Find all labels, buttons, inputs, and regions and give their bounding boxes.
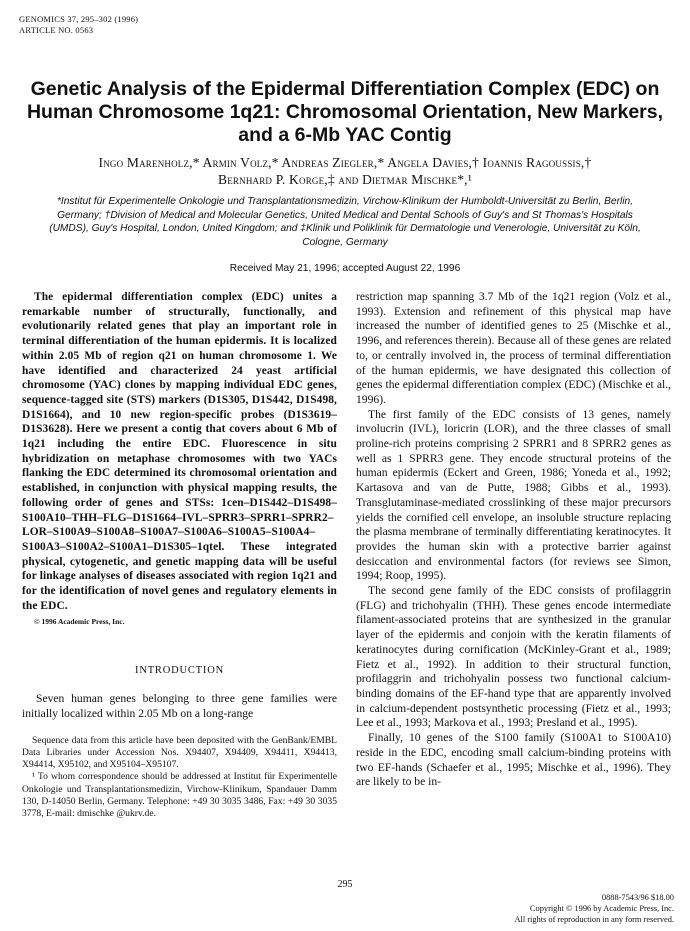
footnote-correspondence: ¹ To whom correspondence should be addressed at Institut für Experimentelle Onkologie und Transplantationsmedizin, Virchow-Klinikum, Spandauer Damm 130, D-14050 Berlin, Germany. Telephone: +49 30 3035 3486, Fax: +49 30 3035 3778, E-mail: dmischke @ukrv.de. bbox=[22, 771, 337, 820]
body-paragraph-2: The first family of the EDC consists of 13 genes, namely involucrin (IVL), loricrin (LOR), and the three classes of small proline-rich proteins comprising 2 SPRR1 and 8 SPRR2 genes as well as 1 SPRR3 gene. They encode structural proteins of the human epidermis (Eckert and Green, 1986; Yoneda et al., 1992; Kartasova and van de Putte, 1988; Gibbs et al., 1993). Transglutaminase-mediated crosslinking of these major precursors yields the cornified cell envelope, an insoluble structure replacing the plasma membrane of terminally differentiating keratinocytes. It provides the human skin with a protective barrier against desiccation and environmental factors (for reviews see Simon, 1994; Roop, 1995). bbox=[356, 407, 671, 583]
author-list bbox=[20, 154, 670, 188]
abstract-text: The epidermal differentiation complex (EDC) unites a remarkable number of structurally, functionally, and evolutionarily related genes that play an important role in terminal differentiation of the human epidermis. It is localized within 2.05 Mb of region q21 on human chromosome 1. We have identified and characterized 24 yeast artificial chromosome (YAC) clones by mapping individual EDC genes, sequence-tagged site (STS) markers (D1S305, D1S442, D1S498, D1S1664), and 10 new region-specific probes (D1S3619–D1S3628). Here we present a contig that covers about 6 Mb of 1q21 including the entire EDC. Fluorescence in situ hybridization on metaphase chromosomes with two YACs flanking the EDC determined its chromosomal orientation and established, in conjunction with physical mapping results, the following order of genes and STSs: 1cen–D1S442–D1S498–S100A10–THH–FLG–D1S1664–IVL–SPRR3–SPRR1–SPRR2–LOR–S100A9–S100A8–S100A7–S100A6–S100A5–S100A4–S100A3–S100A2–S100A1–D1S305–1qtel. These integrated physical, cytogenetic, and genetic mapping data will be useful for linkage analyses of diseases associated with region 1q21 and for the identification of novel genes and regulatory elements in the EDC. bbox=[22, 291, 337, 612]
publisher-copyright bbox=[514, 893, 674, 925]
body-paragraph-3: The second gene family of the EDC consists of profilaggrin (FLG) and trichohyalin (THH). These genes encode intermediate filament-associated proteins that are synthesized in the granular layer of the epidermis and conjoin with the keratin filaments of keratinocytes during cornification (McKinley-Grant et al., 1989; Fietz et al., 1992). In addition to their structural function, profilaggrin and trichohyalin possess two functional calcium-binding domains of the EF-hand type that are apparently involved in calcium-dependent postsynthetic processing (Fietz et al., 1993; Lee et al., 1993; Markova et al., 1993; Presland et al., 1995). bbox=[356, 584, 671, 730]
left-column bbox=[22, 290, 337, 820]
rights-line: All rights of reproduction in any form reserved. bbox=[514, 914, 674, 924]
author-line-2: Bernhard P. Korge,‡ and Dietmar Mischke*,¹ bbox=[218, 172, 472, 187]
journal-header bbox=[19, 14, 138, 36]
abstract-copyright: © 1996 Academic Press, Inc. bbox=[34, 617, 125, 627]
footnotes bbox=[22, 735, 337, 820]
copyright-line: Copyright © 1996 by Academic Press, Inc. bbox=[529, 903, 674, 913]
introduction-heading: INTRODUCTION bbox=[135, 665, 224, 677]
page-number: 295 bbox=[337, 879, 353, 890]
body-paragraph-1: restriction map spanning 3.7 Mb of the 1q21 region (Volz et al., 1993). Extension and refinement of this physical map have increased the number of identified genes to 25 (Mischke et al., 1996, and references therein). Because all of these genes are related to, or centrally involved in, the process of terminal differentiation of the human epidermis, we have designated this collection of genes the epidermal differentiation complex (EDC) (Mischke et al., 1996). bbox=[356, 290, 671, 406]
article-number: ARTICLE NO. 0563 bbox=[19, 25, 94, 35]
affiliations: *Institut für Experimentelle Onkologie und Transplantationsmedizin, Virchow-Klinikum der Humboldt-Universität zu Berlin, Berlin, Germany; †Division of Medical and Molecular Genetics, United Medical and Dental Schools of Guy's and St Thomas's Hospitals (UMDS), Guy's Hospital, London, United Kingdom; and ‡Klinik und Poliklinik für Dermatologie und Venerologie, Universität zu Köln, Cologne, Germany bbox=[49, 196, 641, 248]
article-title: Genetic Analysis of the Epidermal Differentiation Complex (EDC) on Human Chromosome 1q21: Chromosomal Orientation, New Markers, and a 6-Mb YAC Contig bbox=[26, 78, 664, 146]
issn-price: 0888-7543/96 $18.00 bbox=[601, 893, 674, 902]
introduction-paragraph: Seven human genes belonging to three gene families were initially localized within 2.05 Mb on a long-range bbox=[22, 691, 337, 720]
journal-citation: GENOMICS 37, 295–302 (1996) bbox=[19, 14, 139, 24]
right-column bbox=[356, 290, 671, 790]
author-line-1: Ingo Marenholz,* Armin Volz,* Andreas Ziegler,* Angela Davies,† Ioannis Ragoussis,† bbox=[98, 155, 592, 170]
received-dates: Received May 21, 1996; accepted August 22, 1996 bbox=[229, 263, 461, 274]
body-paragraph-4: Finally, 10 genes of the S100 family (S100A1 to S100A10) reside in the EDC, encoding small calcium-binding proteins with two EF-hands (Schaefer et al., 1995; Mischke et al., 1996). They are likely to be in- bbox=[356, 731, 671, 789]
footnote-data-deposit: Sequence data from this article have been deposited with the GenBank/EMBL Data Libraries under Accession Nos. X94407, X94409, X94411, X94413, X94414, X95102, and X95104–X95107. bbox=[22, 734, 337, 771]
